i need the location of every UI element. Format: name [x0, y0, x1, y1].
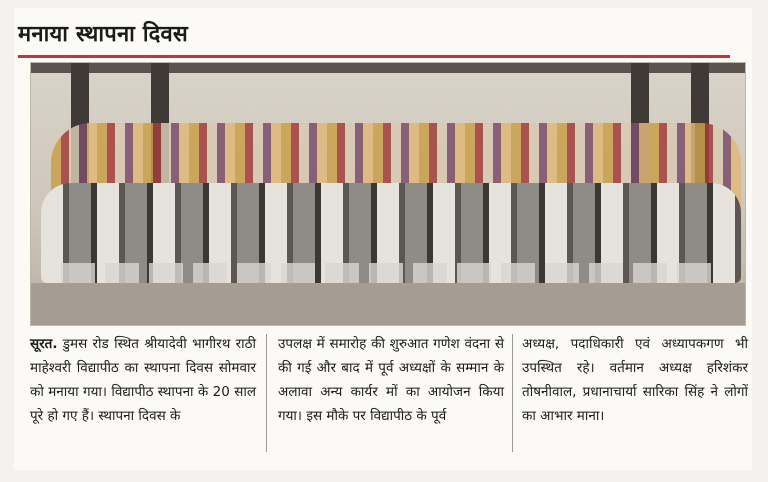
column-divider [512, 334, 513, 452]
article-column-1 [30, 332, 256, 428]
article-column-3 [522, 332, 748, 428]
dateline: सूरत. [30, 336, 58, 352]
headline-rule [18, 55, 730, 58]
article-text: अध्यक्ष, पदाधिकारी एवं अध्यापकगण भी उपस्थित रहे। वर्तमान अध्यक्ष हरिशंकर तोषनीवाल, प्रधानाचार्या सारिका सिंह ने लोगों का आभार माना। [522, 336, 748, 424]
article-column-2 [278, 332, 504, 428]
headline: मनाया स्थापना दिवस [18, 22, 189, 47]
floor [31, 283, 745, 325]
article-text: उपलक्ष में समारोह की शुरुआत गणेश वंदना से की गई और बाद में पूर्व अध्यक्षों के सम्मान के अलावा अन्य कार्यर मों का आयोजन किया गया। इस मौके पर विद्यापीठ के पूर्व [278, 336, 504, 424]
group-photo [30, 62, 746, 326]
article-text: डुमस रोड स्थित श्रीयादेवी भागीरथ राठी माहेश्वरी विद्यापीठ का स्थापना दिवस सोमवार को मनाया गया। विद्यापीठ स्थापना के 20 साल पूरे हो गए हैं। स्थापना दिवस के [30, 336, 256, 424]
column-divider [266, 334, 267, 452]
